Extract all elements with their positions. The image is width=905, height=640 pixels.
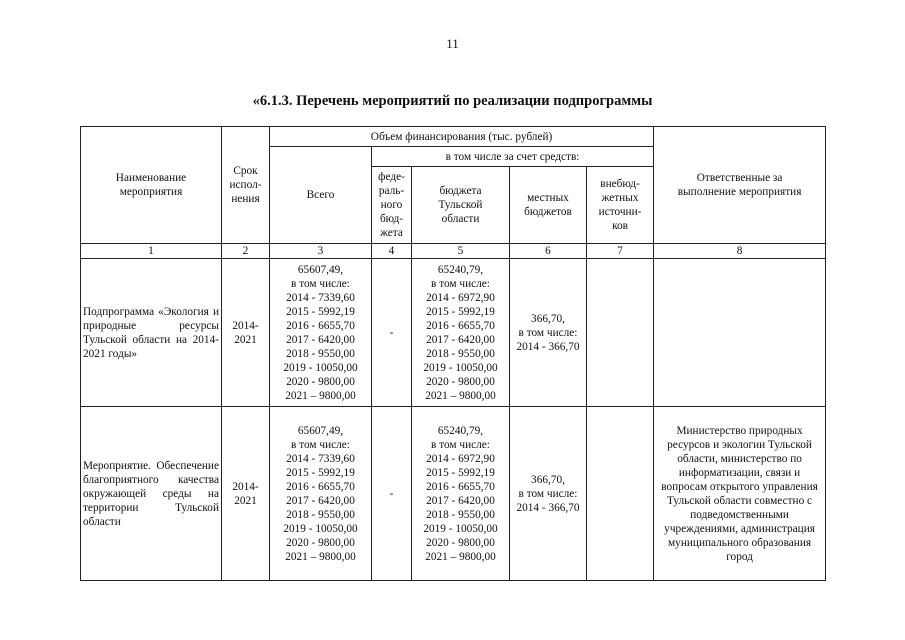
column-number: 6 bbox=[510, 244, 587, 259]
regional-line: 2020 - 9800,00 bbox=[426, 375, 495, 388]
header-extra: внебюд- жетных источни- ков bbox=[587, 167, 654, 244]
row-extra bbox=[587, 259, 654, 407]
total-line: 2021 – 9800,00 bbox=[285, 389, 356, 402]
regional-line: 2020 - 9800,00 bbox=[426, 536, 495, 549]
header-total: Всего bbox=[270, 147, 372, 244]
total-line: в том числе: bbox=[291, 438, 350, 451]
total-line: 2019 - 10050,00 bbox=[283, 522, 358, 535]
total-line: 2020 - 9800,00 bbox=[286, 375, 355, 388]
regional-line: 2014 - 6972,90 bbox=[426, 452, 495, 465]
header-local: местных бюджетов bbox=[510, 167, 587, 244]
column-number: 3 bbox=[270, 244, 372, 259]
total-line: 2021 – 9800,00 bbox=[285, 550, 356, 563]
row-regional bbox=[412, 259, 510, 407]
regional-line: 2015 - 5992,19 bbox=[426, 466, 495, 479]
regional-line: 2019 - 10050,00 bbox=[423, 522, 498, 535]
regional-line: 65240,79, bbox=[437, 424, 484, 437]
row-name: Подпрограмма «Экология и природные ресурсы Тульской области на 2014-2021 годы» bbox=[81, 259, 222, 407]
row-term: 2014- 2021 bbox=[222, 259, 270, 407]
regional-line: 2014 - 6972,90 bbox=[426, 291, 495, 304]
regional-line: 2018 - 9550,00 bbox=[426, 508, 495, 521]
header-name: Наименование мероприятия bbox=[81, 127, 222, 244]
header-federal: феде- раль- ного бюд- жета bbox=[372, 167, 412, 244]
row-responsible: Министерство природных ресурсов и экологии Тульской области, министерство по информатизации, связи и вопросам открытого управления Тульской области совместно с подведомственными учреждениями, администрация муниципального образования город bbox=[654, 407, 826, 581]
header-including: в том числе за счет средств: bbox=[372, 147, 654, 167]
total-line: 2018 - 9550,00 bbox=[286, 347, 355, 360]
local-line: в том числе: bbox=[518, 326, 578, 339]
total-line: 65607,49, bbox=[297, 424, 344, 437]
local-line: 366,70, bbox=[531, 473, 565, 486]
column-number: 2 bbox=[222, 244, 270, 259]
row-local bbox=[510, 407, 587, 581]
total-line: 2016 - 6655,70 bbox=[286, 480, 355, 493]
table-row bbox=[81, 407, 826, 581]
column-number: 4 bbox=[372, 244, 412, 259]
local-line: 366,70, bbox=[531, 312, 565, 325]
total-line: 2016 - 6655,70 bbox=[286, 319, 355, 332]
total-line: 2014 - 7339,60 bbox=[286, 452, 355, 465]
total-line: 2015 - 5992,19 bbox=[286, 305, 355, 318]
total-line: в том числе: bbox=[291, 277, 350, 290]
total-line: 2014 - 7339,60 bbox=[286, 291, 355, 304]
row-total bbox=[270, 259, 372, 407]
total-line: 65607,49, bbox=[297, 263, 344, 276]
regional-line: 2021 – 9800,00 bbox=[425, 389, 496, 402]
regional-line: 2016 - 6655,70 bbox=[426, 319, 495, 332]
header-responsible: Ответственные за выполнение мероприятия bbox=[654, 127, 826, 244]
total-line: 2017 - 6420,00 bbox=[286, 494, 355, 507]
regional-line: 2017 - 6420,00 bbox=[426, 494, 495, 507]
section-title: «6.1.3. Перечень мероприятий по реализации подпрограммы bbox=[252, 93, 653, 109]
header-financing: Объем финансирования (тыс. рублей) bbox=[270, 127, 654, 147]
local-line: в том числе: bbox=[518, 487, 578, 500]
regional-line: 2017 - 6420,00 bbox=[426, 333, 495, 346]
regional-line: 2019 - 10050,00 bbox=[423, 361, 498, 374]
column-number: 5 bbox=[412, 244, 510, 259]
column-number: 7 bbox=[587, 244, 654, 259]
measures-table bbox=[80, 126, 826, 581]
regional-line: 2015 - 5992,19 bbox=[426, 305, 495, 318]
row-extra bbox=[587, 407, 654, 581]
total-line: 2018 - 9550,00 bbox=[286, 508, 355, 521]
local-line: 2014 - 366,70 bbox=[516, 501, 580, 514]
local-line: 2014 - 366,70 bbox=[516, 340, 580, 353]
row-regional bbox=[412, 407, 510, 581]
row-federal: - bbox=[372, 259, 412, 407]
row-federal: - bbox=[372, 407, 412, 581]
row-responsible bbox=[654, 259, 826, 407]
regional-line: в том числе: bbox=[431, 438, 490, 451]
total-line: 2019 - 10050,00 bbox=[283, 361, 358, 374]
column-numbers-row bbox=[81, 244, 826, 259]
regional-line: 65240,79, bbox=[437, 263, 484, 276]
regional-line: 2021 – 9800,00 bbox=[425, 550, 496, 563]
row-local bbox=[510, 259, 587, 407]
column-number: 1 bbox=[81, 244, 222, 259]
column-number: 8 bbox=[654, 244, 826, 259]
header-term: Срок испол- нения bbox=[222, 127, 270, 244]
row-name: Мероприятие. Обеспечение благоприятного качества окружающей среды на территории Тульской области bbox=[81, 407, 222, 581]
page-number: 11 bbox=[446, 36, 459, 51]
regional-line: в том числе: bbox=[431, 277, 490, 290]
regional-line: 2018 - 9550,00 bbox=[426, 347, 495, 360]
total-line: 2017 - 6420,00 bbox=[286, 333, 355, 346]
row-term: 2014- 2021 bbox=[222, 407, 270, 581]
total-line: 2015 - 5992,19 bbox=[286, 466, 355, 479]
regional-line: 2016 - 6655,70 bbox=[426, 480, 495, 493]
row-total bbox=[270, 407, 372, 581]
table-row bbox=[81, 259, 826, 407]
header-regional: бюджета Тульской области bbox=[412, 167, 510, 244]
total-line: 2020 - 9800,00 bbox=[286, 536, 355, 549]
